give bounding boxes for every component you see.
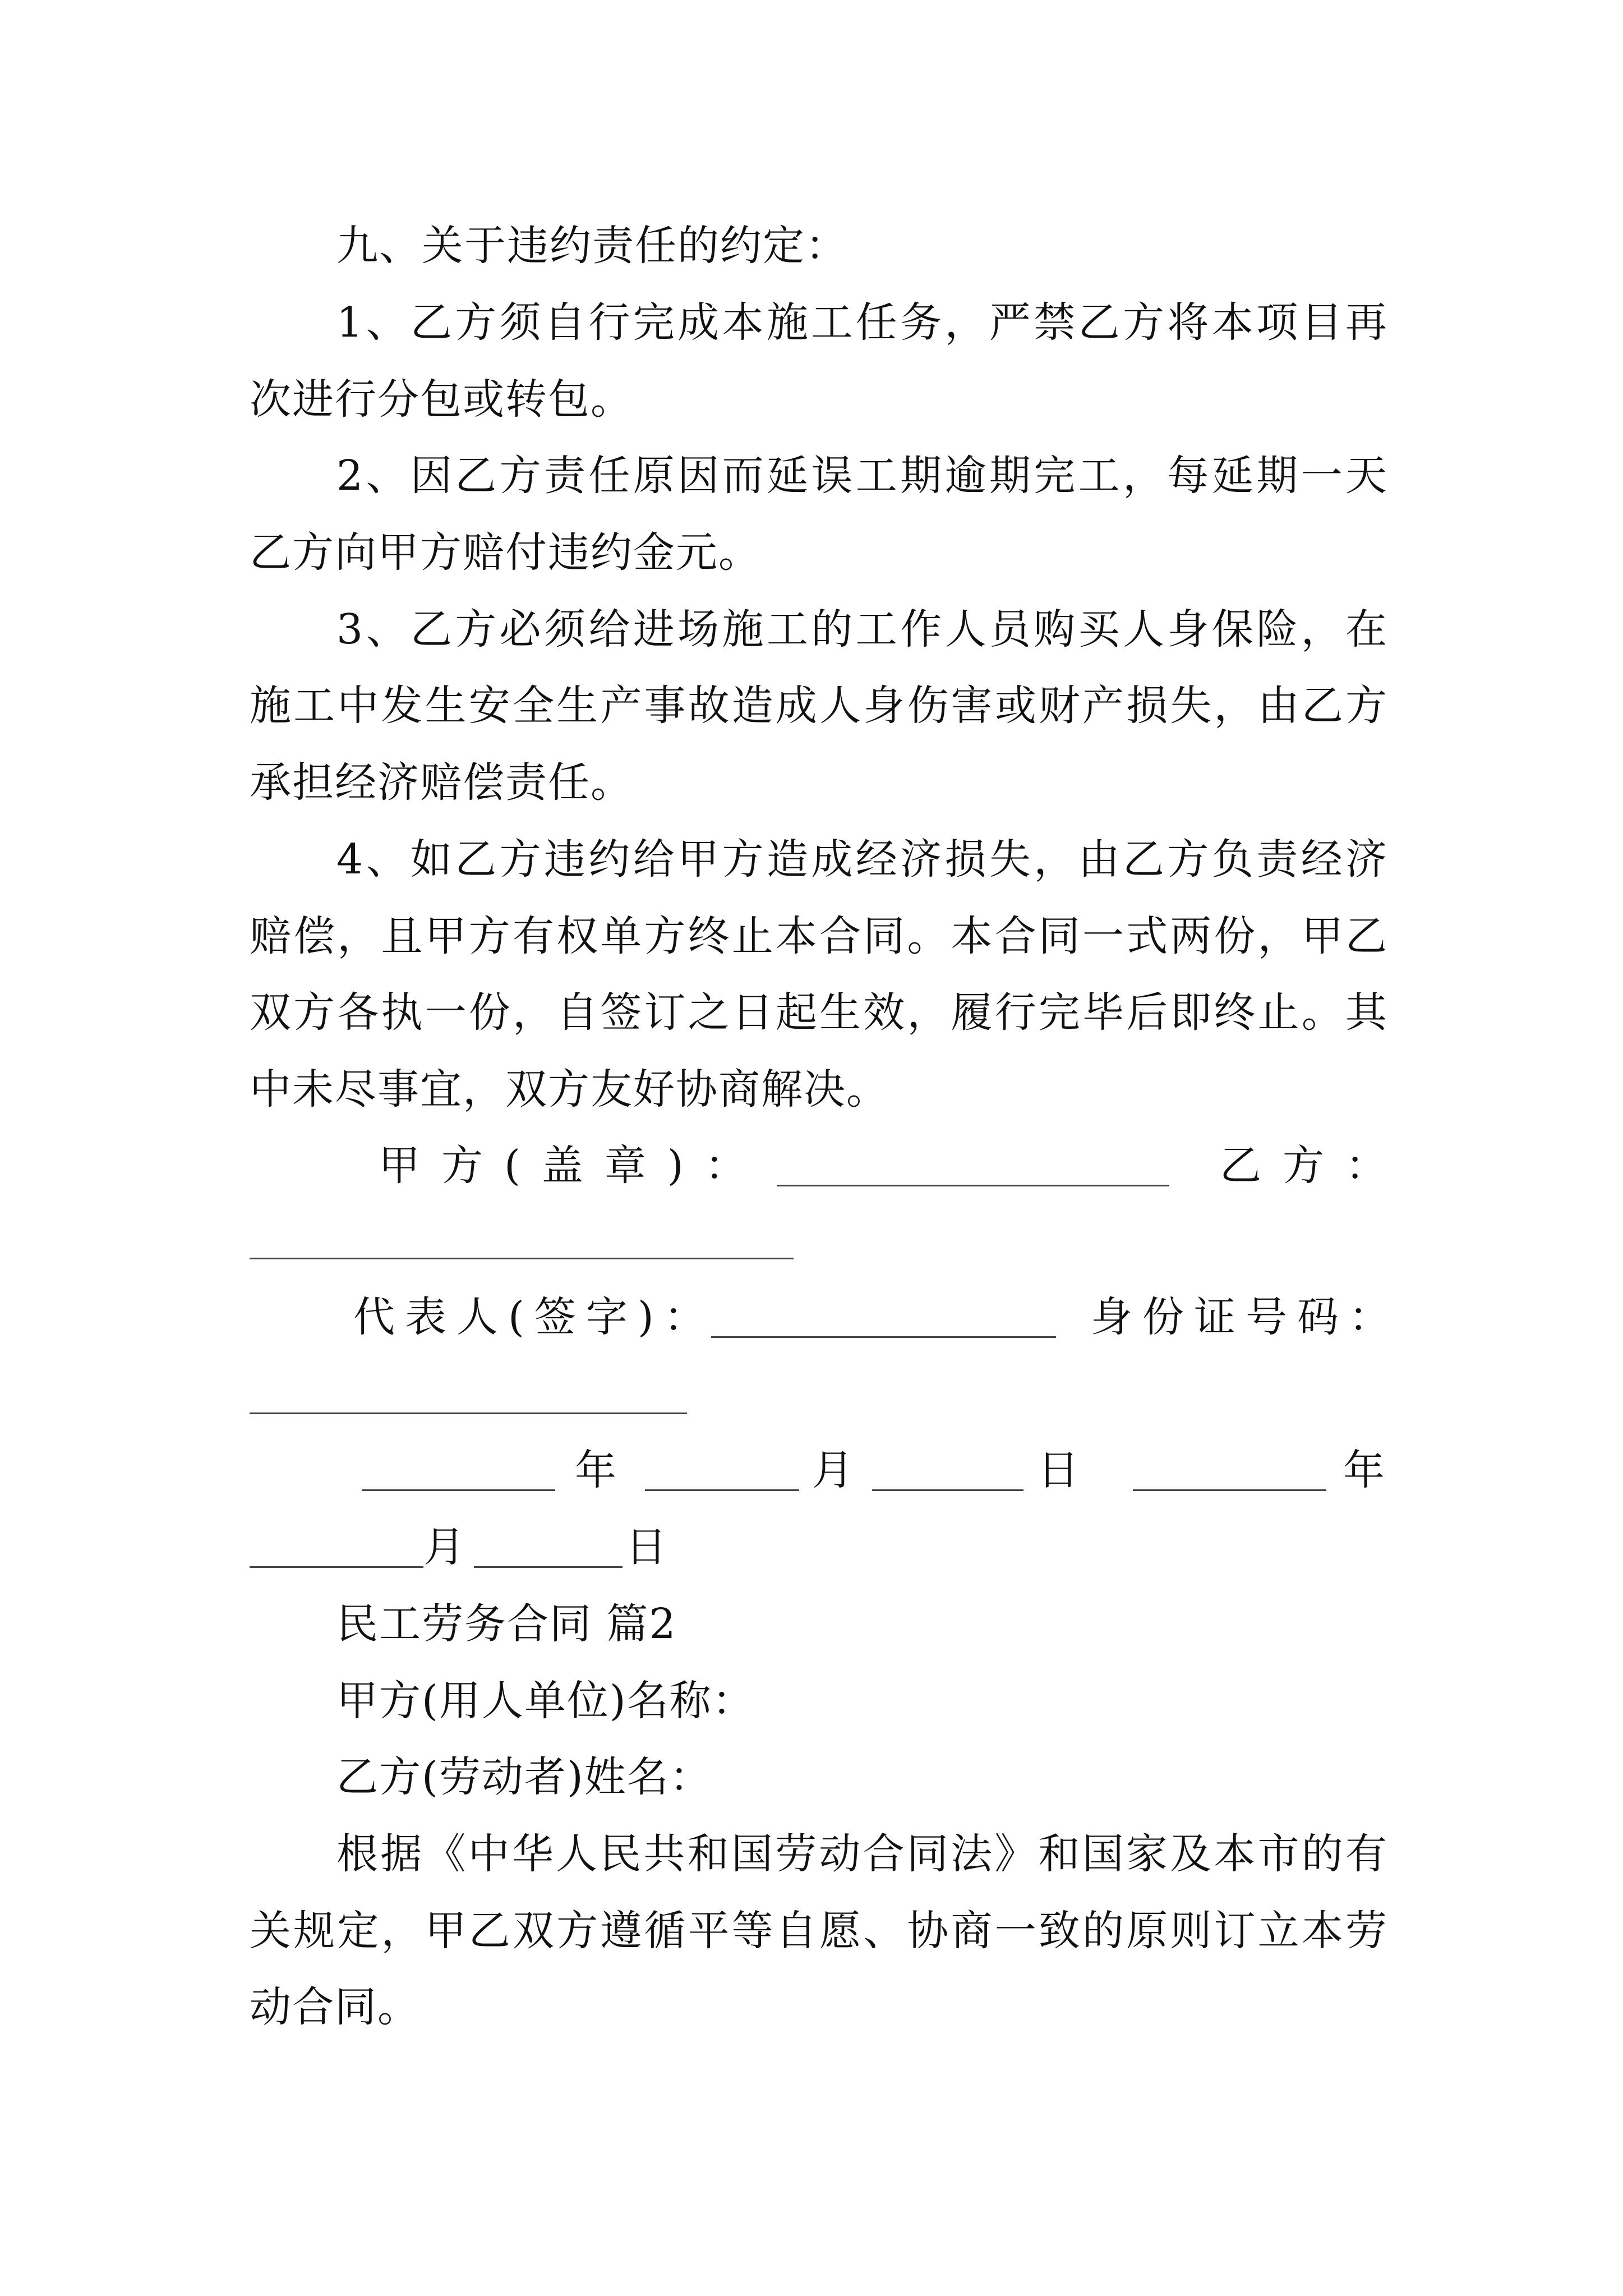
party-b-day-label: 日 [625, 1523, 667, 1571]
party-a-seal-blank [777, 1185, 1169, 1186]
id-number-blank [250, 1412, 687, 1414]
party-b-day-blank [474, 1566, 623, 1568]
clause-4-line-3: 双方各执一份，自签订之日起生效，履行完毕后即终止。其 [250, 988, 1388, 1037]
clause-4-line-4: 中未尽事宜，双方友好协商解决。 [250, 1065, 889, 1114]
clause-2-line-2: 乙方向甲方赔付违约金元。 [250, 528, 761, 577]
clause-1-line-2: 次进行分包或转包。 [250, 375, 633, 424]
party-b-month-blank [250, 1566, 423, 1568]
intro-line-2: 关规定，甲乙双方遵循平等自愿、协商一致的原则订立本劳 [250, 1907, 1388, 1955]
clause-3-line-2: 施工中发生安全生产事故造成人身伤害或财产损失，由乙方 [250, 682, 1388, 730]
party-b-year-label: 年 [1343, 1446, 1385, 1494]
party-a-year-label: 年 [575, 1446, 616, 1494]
clause-2-line-1: 2、因乙方责任原因而延误工期逾期完工，每延期一天 [336, 452, 1388, 500]
intro-line-1: 根据《中华人民共和国劳动合同法》和国家及本市的有 [336, 1830, 1388, 1878]
party-a-day-blank [872, 1489, 1023, 1491]
employer-name-label: 甲方(用人单位)名称： [336, 1677, 755, 1725]
representative-blank [711, 1336, 1056, 1338]
party-a-month-blank [645, 1489, 799, 1491]
party-b-blank [250, 1258, 794, 1259]
party-b-month-label: 月 [423, 1523, 465, 1571]
employee-name-label: 乙方(劳动者)姓名： [336, 1753, 712, 1801]
representative-label: 代表人(签字)： [353, 1293, 716, 1341]
clause-3-line-3: 承担经济赔偿责任。 [250, 758, 633, 807]
party-a-month-label: 月 [812, 1446, 854, 1494]
party-a-year-blank [362, 1489, 555, 1491]
article-2-title: 民工劳务合同 篇2 [336, 1600, 677, 1648]
clause-3-line-1: 3、乙方必须给进场施工的工作人员购买人身保险，在 [336, 605, 1388, 654]
clause-4-line-1: 4、如乙方违约给甲方造成经济损失，由乙方负责经济 [336, 835, 1388, 884]
party-a-day-label: 日 [1038, 1446, 1079, 1494]
clause-4-line-2: 赔偿，且甲方有权单方终止本合同。本合同一式两份，甲乙 [250, 912, 1388, 960]
id-number-label: 身份证号码： [1091, 1293, 1400, 1341]
party-b-year-blank [1133, 1489, 1326, 1491]
party-b-label: 乙方： [1220, 1142, 1408, 1190]
clause-1-line-1: 1、乙方须自行完成本施工任务，严禁乙方将本项目再 [336, 298, 1388, 347]
intro-line-3: 动合同。 [250, 1983, 420, 2031]
party-a-seal-label: 甲方(盖章)： [379, 1142, 768, 1190]
section-heading: 九、关于违约责任的约定： [336, 222, 848, 270]
